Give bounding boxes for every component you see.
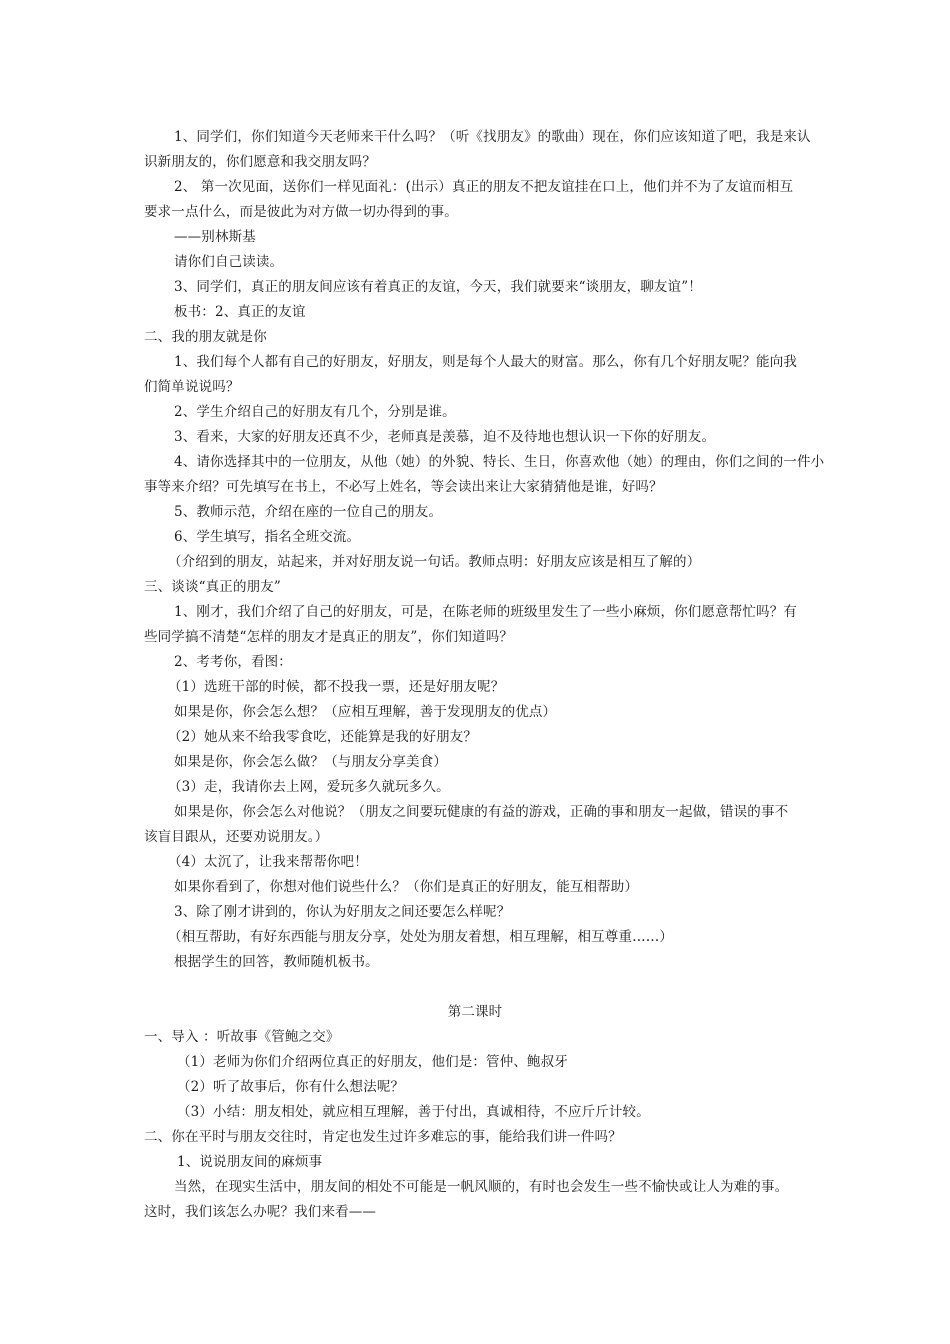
text-line: 们简单说说吗？	[144, 379, 240, 395]
text-line: 1、同学们，你们知道今天老师来干什么吗？（听《找朋友》的歌曲）现在，你们应该知道了吧，我是来认	[174, 129, 811, 145]
text-line: 事等来介绍？可先填写在书上，不必写上姓名，等会读出来让大家猜猜他是谁，好吗？	[144, 479, 663, 495]
text-line: 如果是你，你会怎么对他说？（朋友之间要玩健康的有益的游戏，正确的事和朋友一起做，错误的事不	[174, 804, 789, 820]
text-line: 这时，我们该怎么办呢？我们来看——	[144, 1204, 377, 1220]
section-heading: 二、我的朋友就是你	[144, 329, 267, 345]
text-line: 1、我们每个人都有自己的好朋友，好朋友，则是每个人最大的财富。那么，你有几个好朋友呢？能向我	[174, 354, 797, 370]
text-line: （4）太沉了，让我来帮帮你吧！	[168, 854, 368, 870]
text-line: 3、同学们，真正的朋友间应该有着真正的友谊，今天，我们就要来“谈朋友，聊友谊”！	[174, 279, 702, 295]
text-line: 该盲目跟从，还要劝说朋友。）	[144, 829, 329, 845]
text-line: 2、学生介绍自己的好朋友有几个，分别是谁。	[174, 404, 456, 420]
text-line: 3、看来，大家的好朋友还真不少，老师真是羡慕，迫不及待地也想认识一下你的好朋友。	[174, 429, 716, 445]
text-line: 如果你看到了，你想对他们说些什么？（你们是真正的好朋友，能互相帮助）	[174, 879, 639, 895]
text-line: （1）选班干部的时候，都不投我一票，还是好朋友呢？	[168, 679, 505, 695]
text-line: 5、教师示范，介绍在座的一位自己的朋友。	[174, 504, 443, 520]
text-line: （2）听了故事后，你有什么想法呢？	[177, 1079, 405, 1095]
text-line: （3）走，我请你去上网，爱玩多久就玩多久。	[168, 779, 450, 795]
text-line: 请你们自己读读。	[174, 254, 284, 270]
text-line: 1、刚才，我们介绍了自己的好朋友，可是，在陈老师的班级里发生了一些小麻烦，你们愿意帮忙吗？有	[174, 604, 797, 620]
text-line: 1、说说朋友间的麻烦事	[177, 1154, 323, 1170]
text-line: 2、考考你，看图：	[174, 654, 292, 670]
text-line: 要求一点什么，而是彼此为对方做一切办得到的事。	[144, 204, 458, 220]
text-line: 如果是你，你会怎么做？（与朋友分享美食）	[174, 754, 447, 770]
text-line: 识新朋友的，你们愿意和我交朋友吗？	[144, 154, 377, 170]
text-line: （3）小结：朋友相处，就应相互理解，善于付出，真诚相待，不应斤斤计较。	[177, 1104, 650, 1120]
text-line: 4、请你选择其中的一位朋友，从他（她）的外貌、特长、生日，你喜欢他（她）的理由，你们之间的一件小	[174, 454, 825, 470]
section-heading: 二、你在平时与朋友交往时，肯定也发生过许多难忘的事，能给我们讲一件吗？	[144, 1129, 622, 1145]
text-line: ——别林斯基	[174, 229, 256, 245]
text-line: （介绍到的朋友，站起来，并对好朋友说一句话。教师点明：好朋友应该是相互了解的）	[168, 554, 701, 570]
lesson-title: 第二课时	[447, 1004, 503, 1020]
text-line: 6、学生填写，指名全班交流。	[174, 529, 361, 545]
text-line: 3、除了刚才讲到的，你认为好朋友之间还要怎么样呢？	[174, 904, 511, 920]
text-line: 当然，在现实生活中，朋友间的相处不可能是一帆风顺的，有时也会发生一些不愉快或让人为难的事。	[174, 1179, 789, 1195]
section-heading: 一、导入 ：听故事《管鲍之交》	[144, 1029, 340, 1045]
text-line: 些同学搞不清楚“怎样的朋友才是真正的朋友”，你们知道吗？	[144, 629, 514, 645]
section-heading: 三、谈谈“真正的朋友”	[144, 579, 281, 595]
text-line: 根据学生的回答，教师随机板书。	[174, 954, 379, 970]
text-line: 如果是你，你会怎么想？（应相互理解，善于发现朋友的优点）	[174, 704, 557, 720]
text-line: 2、 第一次见面，送你们一样见面礼：(出示）真正的朋友不把友谊挂在口上，他们并不为了友谊而相互	[174, 179, 794, 195]
text-line: 板书：2、真正的友谊	[174, 304, 306, 320]
text-line: （1）老师为你们介绍两位真正的好朋友，他们是：管仲、鲍叔牙	[177, 1054, 568, 1070]
text-line: （2）她从来不给我零食吃，还能算是我的好朋友？	[168, 729, 478, 745]
text-line: （相互帮助，有好东西能与朋友分享，处处为朋友着想，相互理解，相互尊重……）	[168, 929, 674, 945]
